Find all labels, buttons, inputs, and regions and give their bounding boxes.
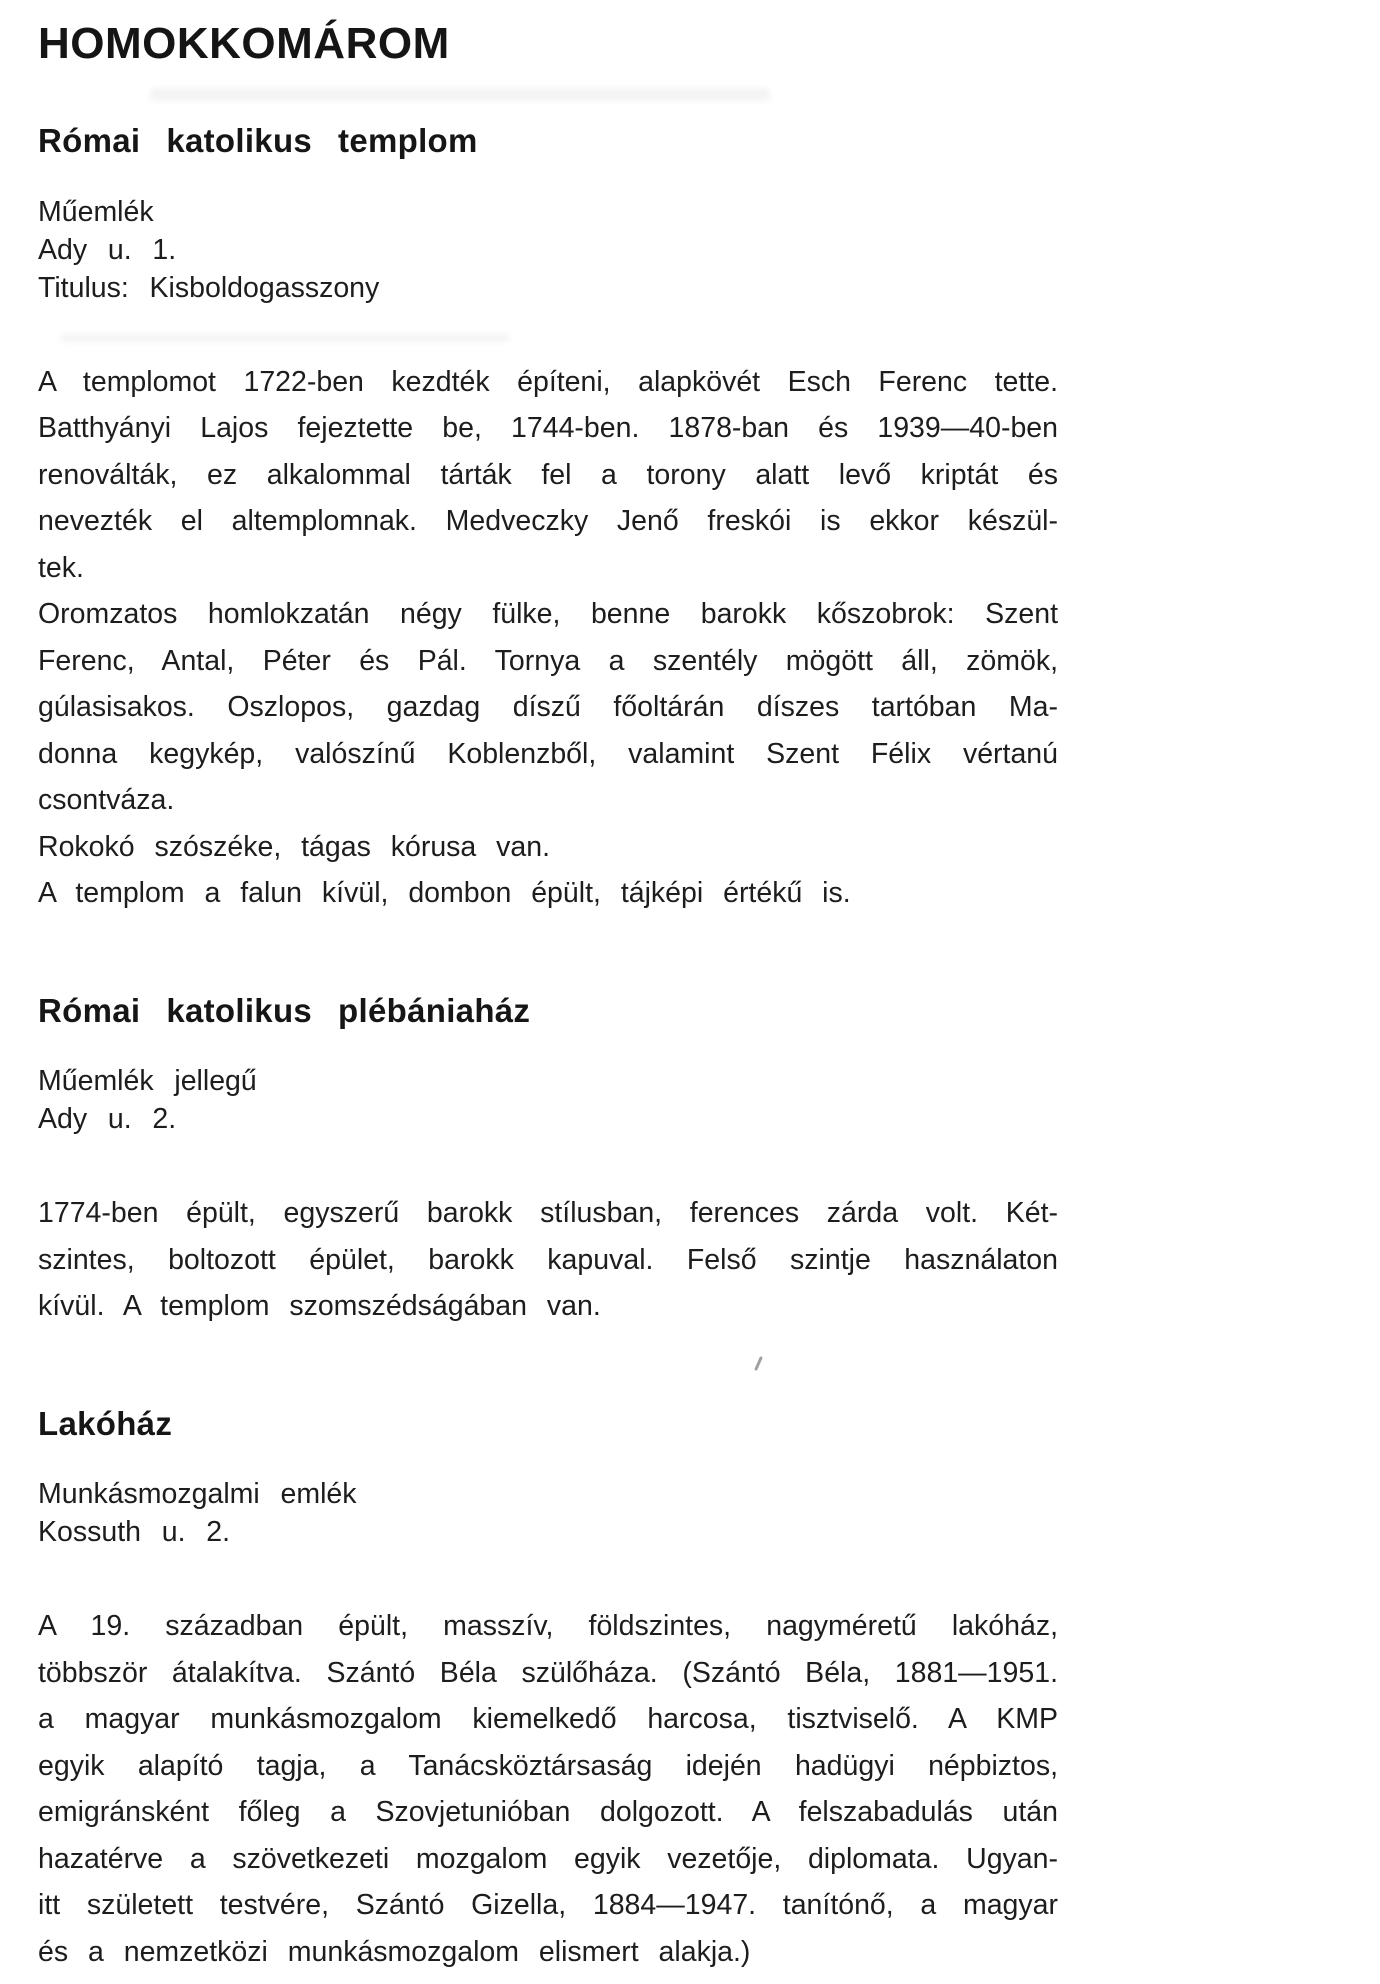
meta-line: Munkásmozgalmi emlék xyxy=(38,1478,357,1511)
body-line: emigránsként főleg a Szovjetunióban dolgozott. A felszabadulás után xyxy=(38,1796,1058,1829)
body-line: Rokokó szószéke, tágas kórusa van. xyxy=(38,830,551,863)
section-paragraphs xyxy=(38,359,1058,917)
body-line: renoválták, ez alkalommal tárták fel a torony alatt levő kriptát és xyxy=(38,458,1058,491)
section-1 xyxy=(38,991,1058,1330)
section-heading: Római katolikus templom xyxy=(38,122,478,159)
paragraph xyxy=(38,591,1058,824)
body-line: szintes, boltozott épület, barokk kapuval. Felső szintje használaton xyxy=(38,1243,1058,1276)
meta-line: Titulus: Kisboldogasszony xyxy=(38,271,380,304)
body-line: A templomot 1722-ben kezdték építeni, alapkövét Esch Ferenc tette. xyxy=(38,365,1058,398)
paragraph xyxy=(38,1190,1058,1330)
section-0 xyxy=(38,124,1058,917)
meta-line: Ady u. 1. xyxy=(38,233,177,266)
section-paragraphs xyxy=(38,1190,1058,1330)
body-line: tek. xyxy=(38,551,84,584)
body-line: egyik alapító tagja, a Tanácsköztársaság idején hadügyi népbiztos, xyxy=(38,1749,1058,1782)
section-paragraphs xyxy=(38,1603,1058,1975)
section-heading: Római katolikus plébániaház xyxy=(38,991,531,1029)
meta-line: Kossuth u. 2. xyxy=(38,1516,231,1549)
document-body xyxy=(38,124,1058,1975)
body-line: gúlasisakos. Oszlopos, gazdag díszű főoltárán díszes tartóban Ma- xyxy=(38,691,1058,724)
section-heading: Lakóház xyxy=(38,1404,173,1442)
body-line: A 19. században épült, masszív, földszintes, nagyméretű lakóház, xyxy=(38,1610,1058,1643)
body-line: Ferenc, Antal, Péter és Pál. Tornya a szentély mögött áll, zömök, xyxy=(38,644,1058,677)
body-line: 1774-ben épült, egyszerű barokk stílusban, ferences zárda volt. Két- xyxy=(38,1197,1058,1230)
body-line: a magyar munkásmozgalom kiemelkedő harcosa, tisztviselő. A KMP xyxy=(38,1703,1058,1736)
body-line: Batthyányi Lajos fejeztette be, 1744-ben. 1878-ban és 1939—40-ben xyxy=(38,412,1058,445)
body-line: itt született testvére, Szántó Gizella, 1884—1947. tanítónő, a magyar xyxy=(38,1889,1058,1922)
body-line: többször átalakítva. Szántó Béla szülőháza. (Szántó Béla, 1881—1951. xyxy=(38,1656,1058,1689)
body-line: nevezték el altemplomnak. Medveczky Jenő freskói is ekkor készül- xyxy=(38,505,1058,538)
page-title: HOMOKKOMÁROM xyxy=(38,19,450,68)
body-line: A templom a falun kívül, dombon épült, tájképi értékű is. xyxy=(38,877,851,910)
meta-line: Ady u. 2. xyxy=(38,1103,177,1136)
body-line: donna kegykép, valószínű Koblenzből, valamint Szent Félix vértanú xyxy=(38,737,1058,770)
meta-line: Műemlék jellegű xyxy=(38,1065,257,1098)
paragraph xyxy=(38,359,1058,592)
text-column xyxy=(38,19,1058,1975)
paragraph xyxy=(38,870,1058,917)
body-line: és a nemzetközi munkásmozgalom elismert alakja.) xyxy=(38,1935,751,1968)
body-line: kívül. A templom szomszédságában van. xyxy=(38,1290,601,1323)
body-line: Oromzatos homlokzatán négy fülke, benne barokk kőszobrok: Szent xyxy=(38,598,1058,631)
body-line: csontváza. xyxy=(38,784,175,817)
paragraph xyxy=(38,824,1058,871)
body-line: hazatérve a szövetkezeti mozgalom egyik vezetője, diplomata. Ugyan- xyxy=(38,1842,1058,1875)
meta-line: Műemlék xyxy=(38,195,154,228)
section-meta xyxy=(38,1062,1058,1138)
paragraph xyxy=(38,1603,1058,1975)
section-meta xyxy=(38,1475,1058,1551)
section-2 xyxy=(38,1404,1058,1976)
section-meta xyxy=(38,193,1058,307)
